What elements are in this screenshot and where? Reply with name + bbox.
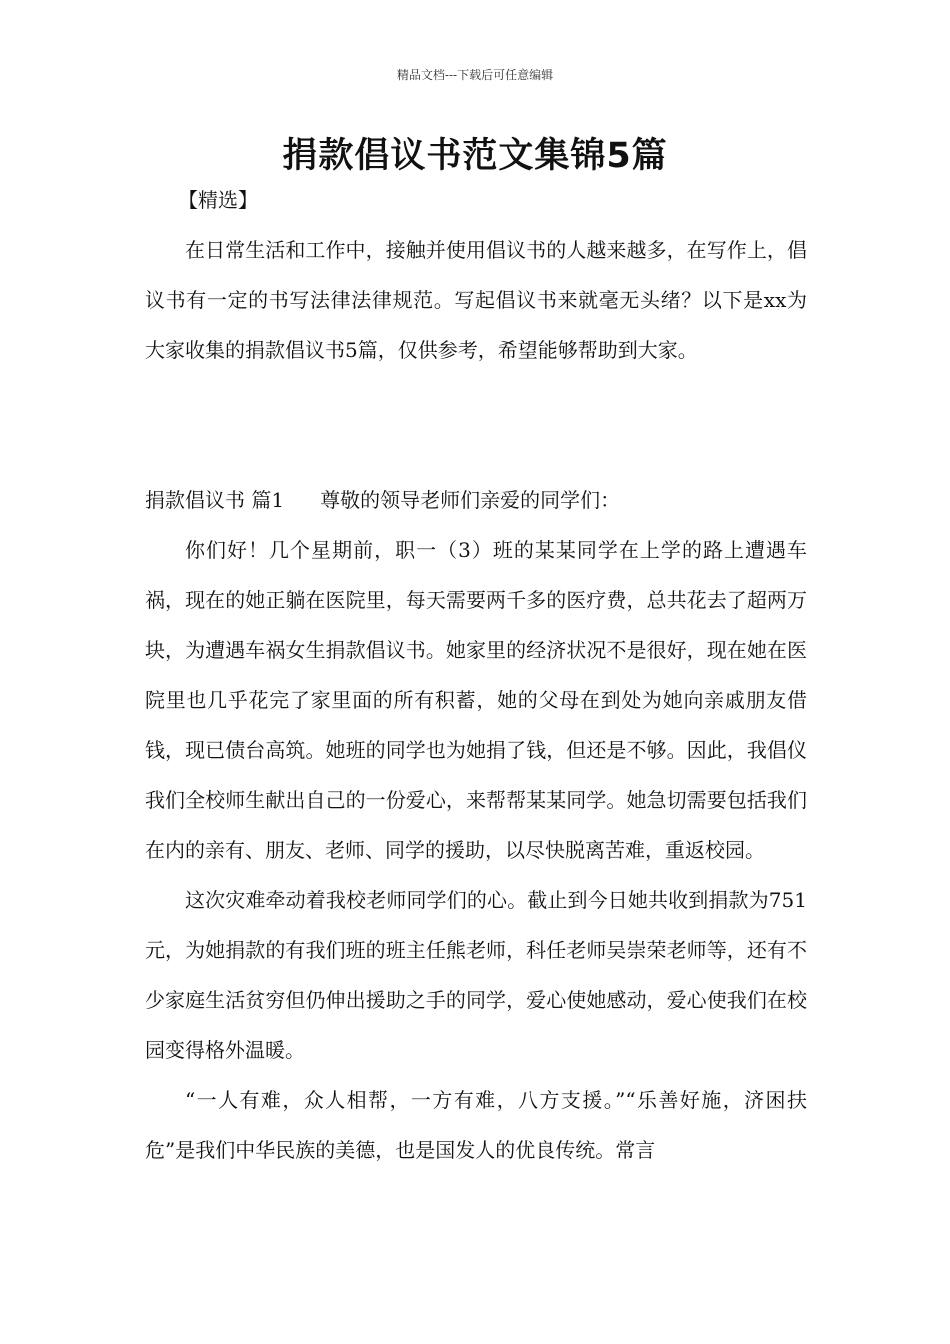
section-1-salutation: 尊敬的领导老师们亲爱的同学们： <box>320 488 621 512</box>
section-1 <box>145 475 807 1175</box>
section-1-paragraph: 这次灾难牵动着我校老师同学们的心。截止到今日她共收到捐款为751元，为她捐款的有我们班的班主任熊老师，科任老师吴崇荣老师等，还有不少家庭生活贫穷但仍伸出援助之手的同学，爱心使她感动，爱心使我们在校园变得格外温暖。 <box>145 888 807 1062</box>
document-title: 捐款倡议书范文集锦5篇 <box>282 136 668 176</box>
page-header: 精品文档---下载后可任意编辑 <box>396 68 554 82</box>
section-1-heading: 捐款倡议书 篇1 <box>145 488 285 512</box>
section-1-heading-line <box>145 475 807 525</box>
section-1-paragraph: 你们好！几个星期前，职一（3）班的某某同学在上学的路上遭遇车祸，现在的她正躺在医院里，每天需要两千多的医疗费，总共花去了超两万块，为遭遇车祸女生捐款倡议书。她家里的经济状况不是很好，现在她在医院里也几乎花完了家里面的所有积蓄，她的父母在到处为她向亲戚朋友借钱，现已债台高筑。她班的同学也为她捐了钱，但还是不够。因此，我倡仪我们全校师生献出自己的一份爱心，来帮帮某某同学。她急切需要包括我们在内的亲有、朋友、老师、同学的援助，以尽快脱离苦难，重返校园。 <box>145 538 807 862</box>
intro-paragraph: 在日常生活和工作中，接触并使用倡议书的人越来越多，在写作上，倡议书有一定的书写法律法律规范。写起倡议书来就毫无头绪？以下是xx为大家收集的捐款倡议书5篇，仅供参考，希望能够帮助到大家。 <box>145 238 807 362</box>
section-1-paragraph: “一人有难，众人相帮，一方有难，八方支援。”“乐善好施，济困扶危”是我们中华民族的美德，也是国发人的优良传统。常言 <box>145 1088 807 1162</box>
selected-tag: 【精选】 <box>178 188 258 212</box>
intro-section <box>145 225 807 375</box>
